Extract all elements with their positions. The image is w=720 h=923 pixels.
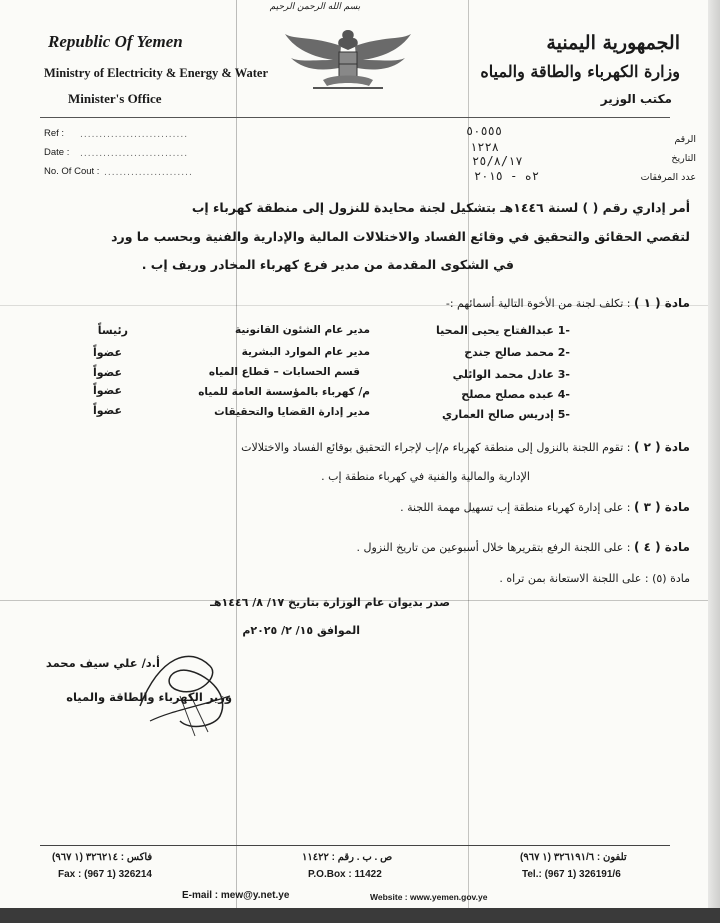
member-role: عضواً bbox=[92, 346, 122, 359]
article-3-text: : على إدارة كهرباء منطقة إب تسهيل مهمة اللجنة . bbox=[400, 501, 631, 514]
date-label: Date : bbox=[44, 147, 70, 158]
article-1 bbox=[446, 296, 690, 310]
order-title-line-3: في الشكوى المقدمة من مدير فرع كهرباء المخادر وريف إب . bbox=[141, 257, 514, 272]
email: E-mail : mew@y.net.ye bbox=[182, 890, 290, 901]
ref-dots: ............................ bbox=[80, 130, 189, 140]
pobox-en: P.O.Box : 11422 bbox=[308, 869, 382, 880]
article-4 bbox=[357, 540, 690, 554]
tel-en: Tel.: (967 1) 326191/6 bbox=[522, 869, 621, 880]
member-title: مدير عام الموارد البشرية bbox=[241, 346, 370, 358]
order-title-line-2: لتقصي الحقائق والتحقيق في وقائع الفساد والاختلالات المالية والإدارية والفنية وبحسب ما ورد bbox=[111, 229, 690, 244]
ar-office-name: مكتب الوزير bbox=[600, 92, 672, 106]
header-divider bbox=[40, 117, 670, 118]
fold-line-vertical bbox=[236, 0, 237, 923]
attachments-label: No. Of Cout : bbox=[44, 166, 100, 177]
member-role: عضواً bbox=[92, 384, 122, 397]
pobox-ar: ص . ب . رقم : ١١٤٢٢ bbox=[302, 852, 393, 863]
issued-date-gregorian: الموافق ١٥/ ٢/ ٢٠٢٥م bbox=[242, 624, 360, 637]
issued-date-hijri: صدر بديوان عام الوزارة بتاريخ ١٧/ ٨/ ١٤٤٦هـ bbox=[210, 596, 450, 609]
member-name: -3 عادل محمد الوائلي bbox=[452, 368, 570, 381]
ref-value-2: ١٢٢٨ bbox=[470, 140, 499, 154]
order-title-line-1: أمر إداري رقم ( ) لسنة ١٤٤٦هـ بتشكيل لجنة محايدة للنزول إلى منطقة كهرباء إب bbox=[191, 200, 690, 215]
attachments-dots: ....................... bbox=[104, 168, 193, 178]
member-role: عضواً bbox=[92, 366, 122, 379]
ar-ref-label: الرقم bbox=[674, 134, 696, 145]
footer-divider bbox=[40, 845, 670, 846]
fax-ar: فاكس : ٣٢٦٢١٤ (١ ٩٦٧) bbox=[52, 852, 153, 863]
en-country-title: Republic Of Yemen bbox=[48, 32, 183, 51]
attachments-value: ٢ه - ٢٠١٥ bbox=[474, 169, 540, 183]
member-role: عضواً bbox=[92, 404, 122, 417]
article-4-text: : على اللجنة الرفع بتقريرها خلال أسبوعين من تاريخ النزول . bbox=[356, 541, 631, 554]
article-3-heading: مادة ( ٣ ) bbox=[633, 500, 690, 514]
member-name: -4 عبده مصلح مصلح bbox=[461, 388, 570, 401]
member-name: -5 إدريس صالح العماري bbox=[441, 408, 570, 421]
fax-en: Fax : (967 1) 326214 bbox=[58, 869, 152, 880]
article-2-text: : تقوم اللجنة بالنزول إلى منطقة كهرباء م/إب لإجراء التحقيق بوقائع الفساد والاختلالات bbox=[241, 441, 631, 454]
ref-label: Ref : bbox=[44, 128, 65, 139]
en-office-name: Minister's Office bbox=[68, 91, 162, 106]
member-title: م/ كهرباء بالمؤسسة العامة للمياه bbox=[198, 386, 370, 398]
en-ministry-name: Ministry of Electricity & Energy & Water bbox=[44, 66, 269, 80]
ar-attachments-label: عدد المرفقات bbox=[640, 172, 696, 183]
article-2-heading: مادة ( ٢ ) bbox=[633, 440, 690, 454]
date-dots: ............................ bbox=[80, 149, 189, 159]
ref-value: ٥٠٥٥٥ bbox=[466, 124, 503, 138]
article-2 bbox=[241, 440, 690, 454]
member-title: مدير عام الشئون القانونية bbox=[234, 324, 370, 336]
ar-date-label: التاريخ bbox=[671, 153, 696, 164]
signatory-title: وزير الكهرباء والطاقة والمياه bbox=[66, 690, 232, 704]
article-2-continuation: الإدارية والمالية والفنية في كهرباء منطقة إب . bbox=[321, 470, 530, 483]
scan-edge-shadow bbox=[708, 0, 720, 923]
signatory-name: أ.د/ علي سيف محمد bbox=[45, 656, 160, 670]
article-1-heading: مادة ( ١ ) bbox=[633, 296, 690, 310]
member-role: رئيساً bbox=[97, 324, 128, 337]
scan-bottom-edge bbox=[0, 908, 720, 923]
article-3 bbox=[400, 500, 690, 514]
article-4-heading: مادة ( ٤ ) bbox=[633, 540, 690, 554]
member-name: -2 محمد صالح جندح bbox=[464, 346, 570, 359]
fold-line-vertical bbox=[468, 0, 469, 923]
member-title: قسم الحسابات – قطاع المياه bbox=[208, 366, 360, 378]
ar-country-title: الجمهورية اليمنية bbox=[546, 32, 680, 54]
article-5: مادة (٥) : على اللجنة الاستعانة بمن تراه . bbox=[499, 572, 690, 585]
member-name: -1 عبدالفتاح يحيى المحيا bbox=[436, 324, 570, 337]
tel-ar: تلفون : ٣٢٦١٩١/٦ (١ ٩٦٧) bbox=[520, 852, 627, 863]
website: Website : www.yemen.gov.ye bbox=[370, 892, 488, 902]
date-value: ٢٥/٨/١٧ bbox=[472, 154, 523, 168]
yemen-emblem-icon bbox=[283, 22, 413, 102]
bismillah: بسم الله الرحمن الرحيم bbox=[269, 2, 361, 12]
article-1-text: : تكلف لجنة من الأخوة التالية أسمائهم :- bbox=[445, 297, 631, 310]
member-title: مدير إدارة القضايا والتحقيقات bbox=[214, 406, 370, 418]
ar-ministry-name: وزارة الكهرباء والطاقة والمياه bbox=[480, 62, 680, 81]
